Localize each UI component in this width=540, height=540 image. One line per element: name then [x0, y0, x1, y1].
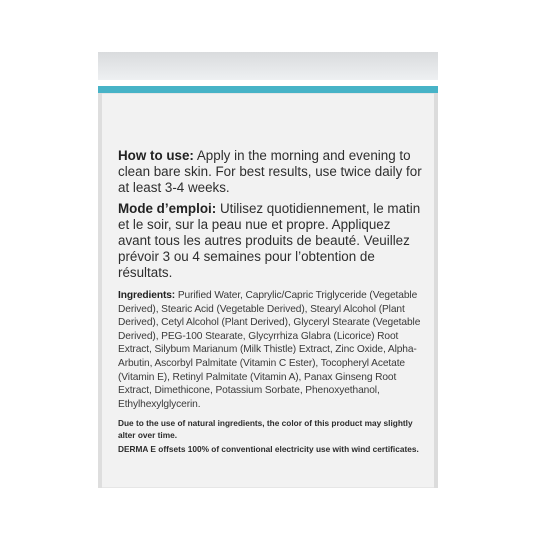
box-top-edge	[98, 52, 438, 80]
mode-emploi-text: Utilisez quotidiennement, le matin et le soir, sur la peau nue et propre. Appliquez avant tous les autres produits de beauté. Veuillez prévoir 3 ou 4 semaines pour l’obtention de résultats.	[118, 201, 421, 280]
ingredients-label: Ingredients:	[118, 290, 176, 301]
how-to-use-paragraph	[118, 148, 422, 196]
how-to-use-text: Apply in the morning and evening to clean bare skin. For best results, use twice daily for at least 3-4 weeks.	[118, 148, 422, 195]
mode-emploi-paragraph	[118, 201, 422, 281]
mode-emploi-label: Mode d’emploi:	[118, 201, 217, 216]
how-to-use-label: How to use:	[118, 148, 194, 163]
wind-energy-note: DERMA E offsets 100% of conventional electricity use with wind certificates.	[118, 444, 419, 455]
ingredients-text: Purified Water, Caprylic/Capric Triglyceride (Vegetable Derived), Stearic Acid (Vegetable Derived), Stearyl Alcohol (Plant Derived), Cetyl Alcohol (Plant Derived), Glyceryl Stearate (Vegetable Derived), PEG-100 Stearate, Glycyrrhiza Glabra (Licorice) Root Extract, Silybum Marianum (Milk Thistle) Extract, Zinc Oxide, Alpha-Arbutin, Ascorbyl Palmitate (Vitamin C Ester), Tocopheryl Acetate (Vitamin E), Retinyl Palmitate (Vitamin A), Panax Ginseng Root Extract, Dimethicone, Potassium Sorbate, Phenoxyethanol, Ethylhexylglycerin.	[118, 290, 421, 410]
box-side-left	[98, 93, 102, 488]
ingredients-paragraph	[118, 289, 422, 411]
color-variation-note: Due to the use of natural ingredients, the color of this product may slightly alter over time.	[118, 418, 413, 441]
label-content	[118, 148, 422, 457]
teal-accent-stripe	[98, 86, 438, 93]
box-side-right	[434, 93, 438, 488]
